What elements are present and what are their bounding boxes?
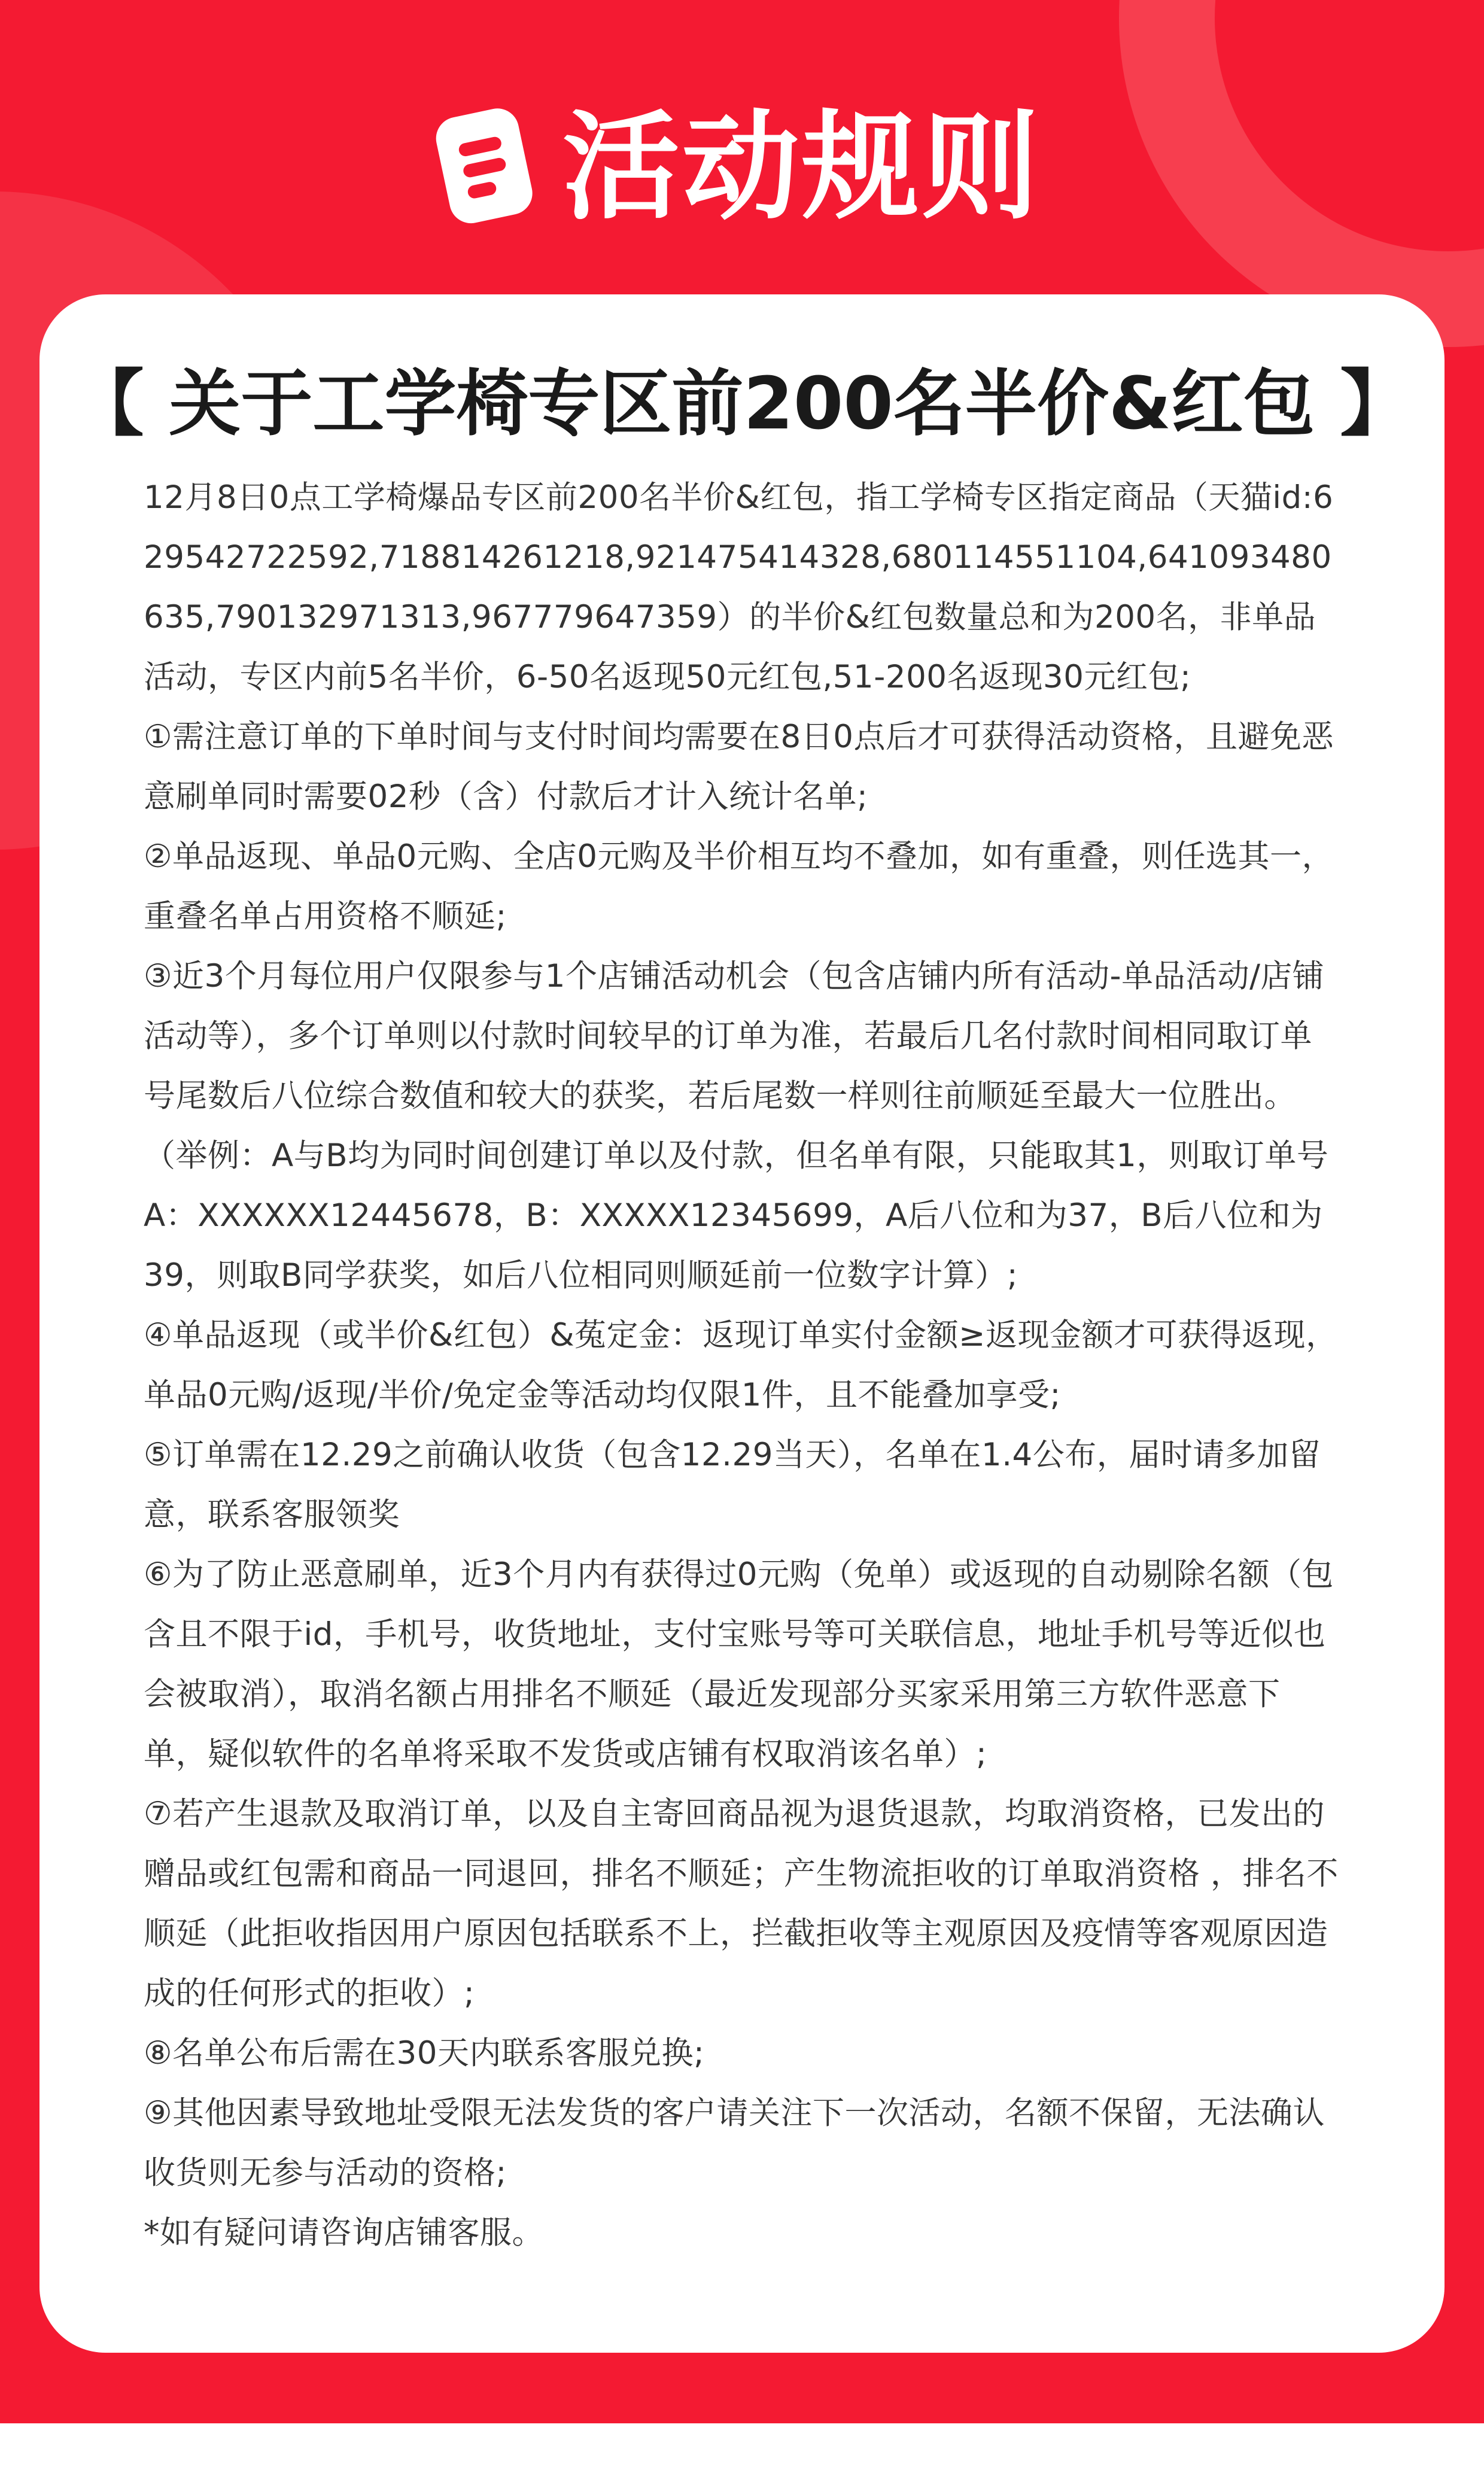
- document-icon: [432, 102, 549, 233]
- rule-paragraph-8: ⑧名单公布后需在30天内联系客服兑换;: [144, 2035, 705, 2071]
- rule-paragraph-intro: 12月8日0点工学椅爆品专区前200名半价&红包，指工学椅专区指定商品（天猫id:629542722592,718814261218,921475414328,680114551104,641093480635,790132971313,967779647359）的半价&红包数量总和为200名，非单品活动，专区内前5名半价，6-50名返现50元红包,51-200名返现30元红包;: [144, 479, 1334, 695]
- rule-paragraph-7: ⑦若产生退款及取消订单，以及自主寄回商品视为退货退款，均取消资格，已发出的赠品或红包需和商品一同退回，排名不顺延；产生物流拒收的订单取消资格 ，排名不顺延（此拒收指因用户原因包括联系不上，拦截拒收等主观原因及疫情等客观原因造成的任何形式的拒收）;: [144, 1796, 1339, 2012]
- rule-paragraph-2: ②单品返现、单品0元购、全店0元购及半价相互均不叠加，如有重叠，则任选其一，重叠名单占用资格不顺延;: [144, 838, 1334, 935]
- rule-paragraph-note: *如有疑问请咨询店铺客服。: [144, 2215, 544, 2251]
- rule-paragraph-6: ⑥为了防止恶意刷单，近3个月内有获得过0元购（免单）或返现的自动剔除名额（包含且不限于id，手机号，收货地址，支付宝账号等可关联信息，地址手机号等近似也会被取消），取消名额占用排名不顺延（最近发现部分买家采用第三方软件恶意下单，疑似软件的名单将采取不发货或店铺有权取消该名单）;: [144, 1556, 1334, 1772]
- rule-paragraph-5: ⑤订单需在12.29之前确认收货（包含12.29当天），名单在1.4公布，届时请多加留意，联系客服领奖: [144, 1437, 1321, 1533]
- rule-paragraph-9: ⑨其他因素导致地址受限无法发货的客户请关注下一次活动，名额不保留，无法确认收货则无参与活动的资格;: [144, 2095, 1325, 2191]
- page-title: 活动规则: [562, 99, 1041, 236]
- rules-list: [144, 468, 1340, 2263]
- rule-paragraph-4: ④单品返现（或半价&红包）&菟定金：返现订单实付金额≥返现金额才可获得返现，单品0元购/返现/半价/免定金等活动均仅限1件，且不能叠加享受;: [144, 1317, 1338, 1413]
- rules-card: [39, 294, 1445, 2353]
- page-header: [0, 90, 1484, 245]
- rules-card-title: 【 关于工学椅专区前200名半价&红包 】: [72, 363, 1412, 446]
- rule-paragraph-3: ③近3个月每位用户仅限参与1个店铺活动机会（包含店铺内所有活动-单品活动/店铺活动等），多个订单则以付款时间较早的订单为准，若最后几名付款时间相同取订单号尾数后八位综合数值和较大的获奖，若后尾数一样则往前顺延至最大一位胜出。（举例：A与B均为同时间创建订单以及付款，但名单有限，只能取其1，则取订单号A：XXXXXX12445678，B：XXXXX12345699，A后八位和为37，B后八位和为39，则取B同学获奖，如后八位相同则顺延前一位数字计算）;: [144, 958, 1329, 1294]
- rule-paragraph-1: ①需注意订单的下单时间与支付时间均需要在8日0点后才可获得活动资格，且避免恶意刷单同时需要02秒（含）付款后才计入统计名单;: [144, 719, 1334, 815]
